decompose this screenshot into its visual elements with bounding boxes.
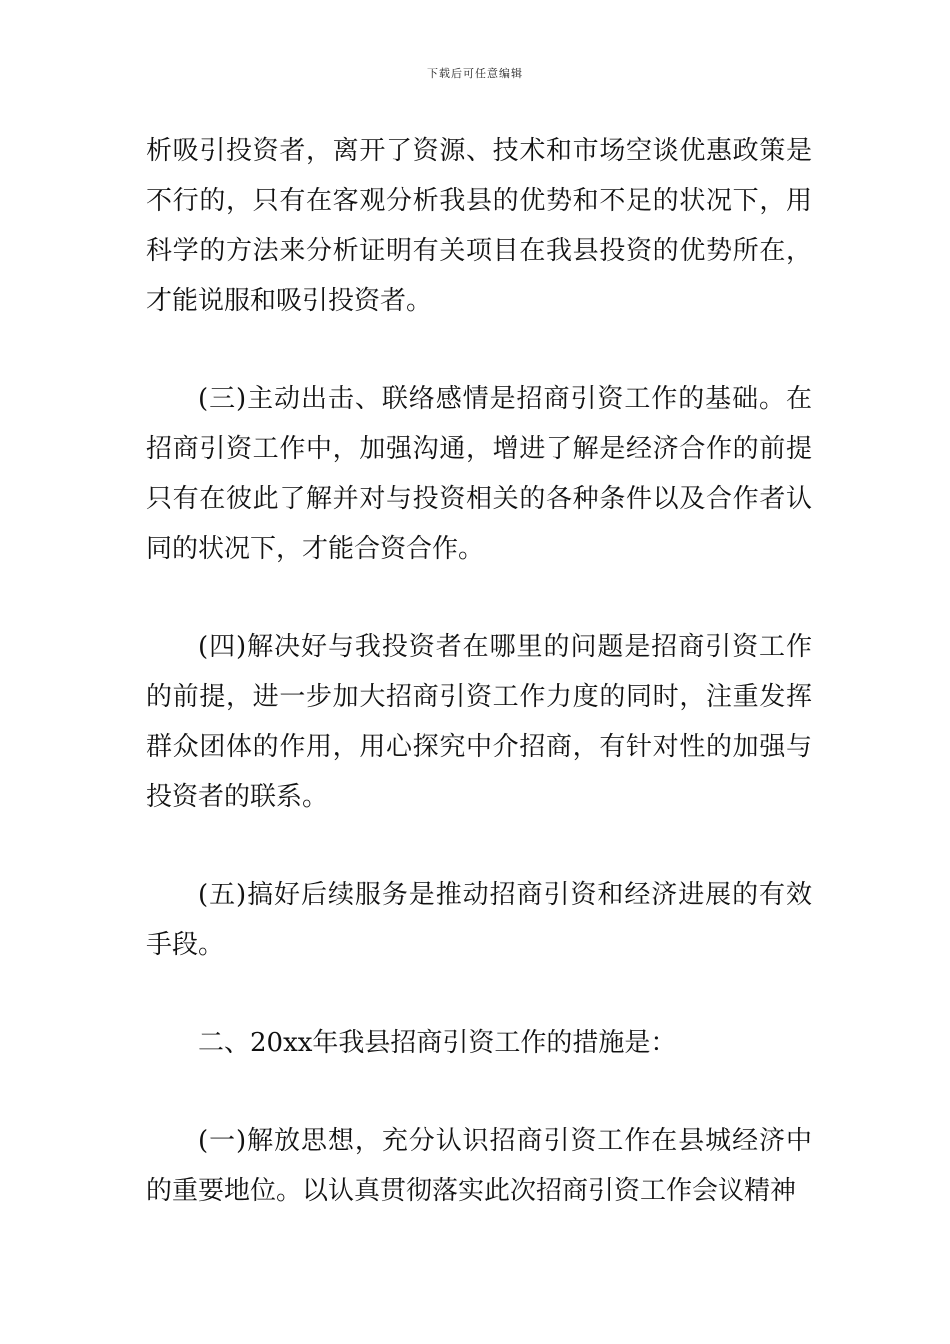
document-body [146, 126, 812, 1264]
paragraph-item-3: (三)主动出击、联络感情是招商引资工作的基础。在招商引资工作中，加强沟通，增进了解是经济合作的前提只有在彼此了解并对与投资相关的各种条件以及合作者认同的状况下，才能合资合作。 [146, 384, 812, 564]
paragraph-continuation: 析吸引投资者，离开了资源、技术和市场空谈优惠政策是不行的，只有在客观分析我县的优势和不足的状况下，用科学的方法来分析证明有关项目在我县投资的优势所在，才能说服和吸引投资者。 [146, 136, 812, 316]
paragraph-item-5: (五)搞好后续服务是推动招商引资和经济进展的有效手段。 [146, 880, 812, 960]
section-heading-2: 二、20xx年我县招商引资工作的措施是： [198, 1028, 677, 1058]
paragraph-item-4: (四)解决好与我投资者在哪里的问题是招商引资工作的前提，进一步加大招商引资工作力度的同时，注重发挥群众团体的作用，用心探究中介招商，有针对性的加强与投资者的联系。 [146, 632, 812, 812]
paragraph-measure-1: (一)解放思想，充分认识招商引资工作在县城经济中的重要地位。以认真贯彻落实此次招商引资工作会议精神 [146, 1126, 812, 1206]
page-header-note: 下载后可任意编辑 [427, 67, 523, 80]
